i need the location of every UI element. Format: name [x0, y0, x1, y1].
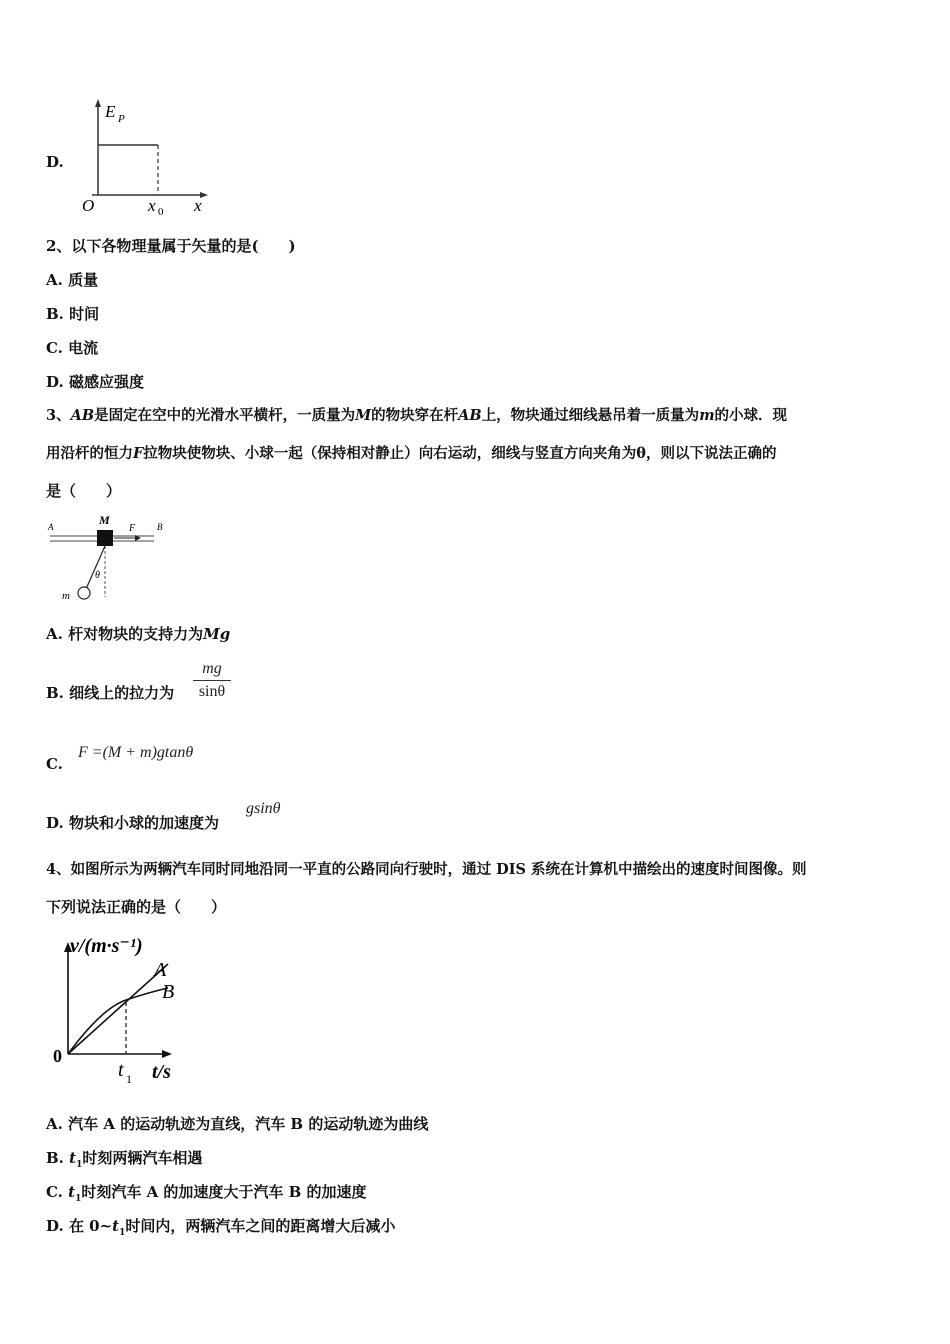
q3-stem-line2: 用沿杆的恒力F拉物块使物块、小球一起（保持相对静止）向右运动，细线与竖直方向夹角为θ，则以下说法正确的 [46, 445, 777, 462]
q3-option-d: D. 物块和小球的加速度为 [46, 814, 219, 832]
q3-rod-pendulum-figure [44, 512, 174, 607]
q3-option-a: A. 杆对物块的支持力为Mg [46, 625, 231, 643]
option-d-label: D. [46, 153, 64, 171]
ep-axis-label: E [105, 102, 116, 121]
q4-option-b: B. $t_1$时刻两辆汽车相遇 [46, 1149, 203, 1170]
q4-label-a: A [154, 959, 167, 981]
svg-text:m: m [62, 590, 70, 602]
q2-option-a: A. 质量 [46, 271, 99, 289]
q2-option-b: B. 时间 [46, 305, 100, 323]
q4-option-d: D. 在 $0\sim t_1$时间内，两辆汽车之间的距离增大后减小 [46, 1217, 396, 1238]
q4-stem-line2: 下列说法正确的是（ ） [46, 898, 227, 916]
q4-tick-sub: 1 [126, 1072, 132, 1086]
q2-option-c: C. 电流 [46, 339, 99, 357]
curve-b [68, 988, 168, 1054]
q3-stem-line3: 是（ ） [46, 482, 122, 500]
svg-text:M: M [99, 513, 110, 527]
q4-tick: t [118, 1059, 124, 1081]
q4-xlabel: t/s [152, 1061, 171, 1083]
q2-option-d: D. 磁感应强度 [46, 373, 144, 391]
q3-option-b-fraction: $\frac{mg}{\sin\theta}$ [193, 660, 231, 701]
x-axis-label: x [194, 196, 202, 215]
q2-stem: 2、以下各物理量属于矢量的是( ) [46, 237, 296, 255]
q4-stem-line1: 4、如图所示为两辆汽车同时同地沿同一平直的公路同向行驶时，通过 DIS 系统在计算机中描绘出的速度时间图像。则 [46, 861, 807, 878]
origin-label: O [82, 196, 95, 215]
q4-option-c: C. $t_1$时刻汽车 A 的加速度大于汽车 B 的加速度 [46, 1183, 367, 1204]
x0-sub: 0 [158, 206, 164, 218]
x0-label: x [148, 196, 156, 215]
q3-option-c-label: C. [46, 755, 63, 773]
q3-option-c-formula: F =(M + m)gtanθ [78, 744, 194, 761]
ep-x-graph [78, 95, 218, 220]
svg-text:F: F [129, 523, 136, 534]
q3-option-b: B. 细线上的拉力为 [46, 684, 175, 702]
svg-text:B: B [157, 522, 163, 532]
q3-option-d-formula: gsinθ [246, 800, 281, 817]
q3-stem-line1: 3、AB是固定在空中的光滑水平横杆，一质量为M的物块穿在杆AB上，物块通过细线悬吊着一质量为m的小球．现 [46, 407, 788, 424]
q4-option-a: A. 汽车 A 的运动轨迹为直线，汽车 B 的运动轨迹为曲线 [46, 1115, 429, 1133]
q4-vt-graph [50, 930, 190, 1090]
line-a [68, 964, 168, 1054]
q4-ylabel: v/(m·s⁻¹) [70, 935, 143, 957]
ep-axis-sub: P [118, 113, 125, 125]
q4-label-b: B [162, 981, 175, 1003]
svg-text:θ: θ [95, 570, 100, 581]
q4-origin: 0 [53, 1046, 62, 1066]
svg-text:A: A [48, 522, 54, 532]
